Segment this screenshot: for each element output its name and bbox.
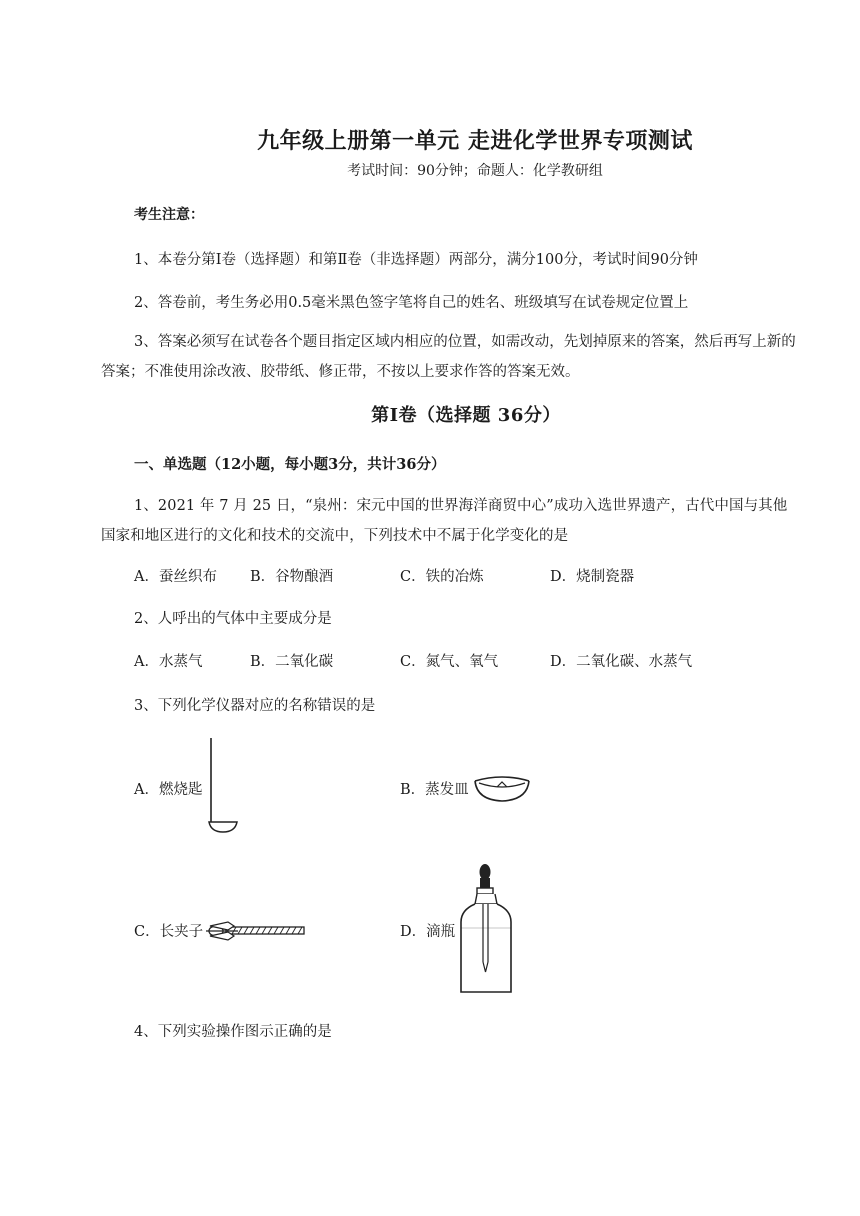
question-2-stem: 2、人呼出的气体中主要成分是 xyxy=(134,611,332,627)
long-clamp-icon xyxy=(204,918,306,944)
q2-option-b: B．二氧化碳 xyxy=(250,654,334,670)
notice-item-2: 2、答卷前，考生务必用0.5毫米黑色签字笔将自己的姓名、班级填写在试卷规定位置上 xyxy=(134,295,689,311)
notice-item-3: 3、答案必须写在试卷各个题目指定区域内相应的位置，如需改动，先划掉原来的答案，然后再写上新的答案；不准使用涂改液、胶带纸、修正带，不按以上要求作答的答案无效。 xyxy=(101,334,796,380)
question-3-stem: 3、下列化学仪器对应的名称错误的是 xyxy=(134,698,376,714)
page-title: 九年级上册第一单元 走进化学世界专项测试 xyxy=(257,128,693,154)
q3-option-a: A．燃烧匙 xyxy=(134,782,203,798)
evaporating-dish-icon xyxy=(472,770,532,804)
q2-option-d: D．二氧化碳、水蒸气 xyxy=(550,654,693,670)
combustion-spoon-icon xyxy=(205,736,241,836)
q1-option-a: A．蚕丝织布 xyxy=(134,569,217,585)
question-1-stem: 1、2021 年 7 月 25 日，“泉州：宋元中国的世界海洋商贸中心”成功入选世界遗产，古代中国与其他国家和地区进行的文化和技术的交流中，下列技术中不属于化学变化的是 xyxy=(101,498,788,544)
question-4-stem: 4、下列实验操作图示正确的是 xyxy=(134,1024,332,1040)
section-title: 第Ⅰ卷（选择题 36分） xyxy=(371,405,561,426)
dropper-bottle-icon xyxy=(457,862,517,998)
q1-option-d: D．烧制瓷器 xyxy=(550,569,635,585)
part-heading: 一、单选题（12小题，每小题3分，共计36分） xyxy=(134,456,446,473)
q1-option-c: C．铁的冶炼 xyxy=(400,569,484,585)
notice-heading: 考生注意： xyxy=(134,207,204,223)
q3-option-d: D．滴瓶 xyxy=(400,924,456,940)
exam-info: 考试时间：90分钟；命题人：化学教研组 xyxy=(347,163,603,179)
notice-item-1: 1、本卷分第Ⅰ卷（选择题）和第Ⅱ卷（非选择题）两部分，满分100分，考试时间90分钟 xyxy=(134,252,698,268)
q1-option-b: B．谷物酿酒 xyxy=(250,569,334,585)
q3-option-c: C．长夹子 xyxy=(134,924,204,940)
q2-option-c: C．氮气、氧气 xyxy=(400,654,499,670)
q2-option-a: A．水蒸气 xyxy=(134,654,203,670)
q3-option-b: B．蒸发皿 xyxy=(400,782,469,798)
